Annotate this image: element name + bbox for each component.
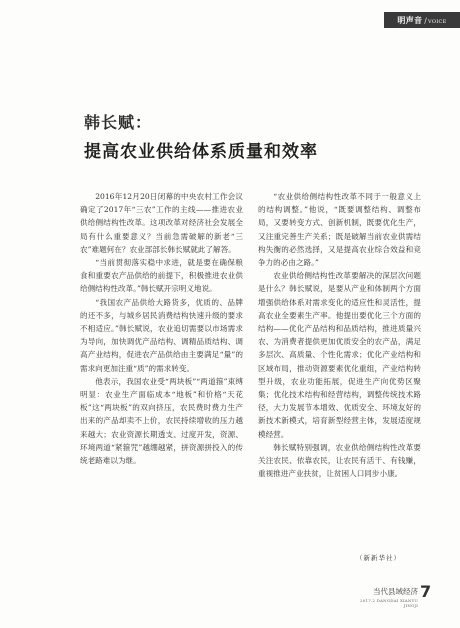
section-name: 明声音 (397, 15, 423, 25)
magazine-name-cn: 当代县域经济 (373, 587, 418, 596)
magazine-issue: 2017.2 DANGDAI XIANYU JINGJI (359, 598, 418, 608)
article-title (84, 110, 384, 162)
paragraph: 他表示，我国农业受“两块板”“两道箍”束缚明显：农业生产面临成本“地板”和价格“天花板”这“两块板”的双向挤压，农民费时费力生产出来的产品却卖不上价，农民持续增收的压力越来越大；农业资源长期透支、过度开发，资源、环境两道“紧箍咒”越绷越紧，拼资源拼投入的传统老路难以为继。 (80, 376, 243, 466)
title-person: 韩长赋： (84, 113, 153, 132)
paragraph: 韩长赋特别强调，农业供给侧结构性改革要关注农民、依靠农民，让农民有活干、有钱赚，重视推进产业扶贫，让贫困人口同步小康。 (258, 442, 421, 479)
article-column-left (80, 190, 243, 467)
paragraph: “我国农产品供给大路货多，优质的、品牌的还不多，与城乡居民消费结构快速升级的要求不相适应。”韩长赋说，农业追切需要以市场需求为导向，加快调优产品结构、调精品质结构、调高产业结构，促进农产品供给由主要满足“量”的需求向更加注重“质”的需求转变。 (80, 297, 243, 373)
paragraph: 2016年12月20日闭幕的中央农村工作会议确定了2017年“三农”工作的主线——推进农业供给侧结构性改革。这项改革对经济社会发展全局有什么重要意义？当前急需破解的新老“三农”难题何在？农业部部长韩长赋就此了解答。 (80, 192, 243, 254)
paragraph: 农业供给侧结构性改革要解决的深层次问题是什么？韩长赋说，是要从产业和体制两个方面增强供给体系对需求变化的适应性和灵活性，提高农业全要素生产率。他提出要优化三个方面的结构——优化产品结构和品质结构，推进质量兴农、为消费者提供更加优质安全的农产品，满足多层次、高质量、个性化需求；优化产业结构和区域布局，推动资源要素优化重组，产业结构转型升级，农业功能拓展，促进生产向优势区聚集；优化技术结构和经营结构，调整传统技术路径，大力发展节本增效、优质安全、环境友好的新技术新模式，培育新型经营主体，发展适度规模经营。 (258, 271, 421, 439)
section-tab (384, 12, 460, 28)
article-column-right (258, 190, 421, 480)
section-name-en: VOICE (428, 19, 447, 25)
paragraph: “当前贯彻落实稳中求进，就是要在确保粮食和重要农产品供给的前提下，积极推进农业供给侧结构性改革。”韩长赋开宗明义地说。 (80, 258, 243, 294)
section-separator: / (424, 17, 427, 25)
page-number: 7 (420, 582, 432, 601)
title-headline: 提高农业供给体系质量和效率 (84, 142, 318, 162)
article-source: （新新华社） (356, 554, 401, 562)
magazine-name (356, 586, 418, 608)
paragraph: “农业供给侧结构性改革不同于一般意义上的结构调整。”他说，“既要调整结构、调整布局，又要转变方式、创新机制，既要优化生产，又注重完善生产关系；既是破解当前农业供需结构失衡的必然选择，又是提高农业综合效益和竞争力的必由之路。” (258, 192, 421, 268)
